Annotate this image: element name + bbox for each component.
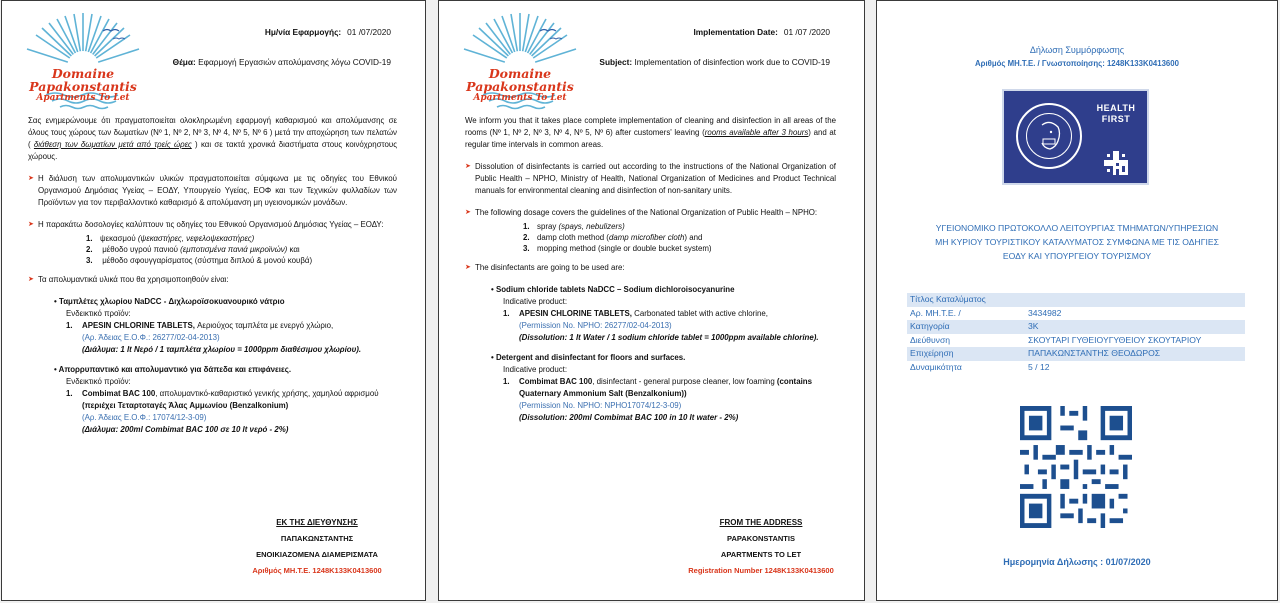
subject-label: Subject: [599,57,633,67]
item-number: 3. [523,244,530,253]
product-indicative: Ενδεικτικό προϊόν: [66,309,131,318]
product-contains: (contains Quaternary Ammonium Salt (Benzalkonium)) [519,377,812,398]
item-note: (spays, nebulizers) [558,222,625,231]
intro-text: Σας ενημερώνουμε ότι πραγματοποιείται ολοκληρωμένη εφαρμογή καθαρισμού και απολύμανσης σε όλους τους χώρους των δωματίων (Νº 1, Nº 2, Nº 3, Nº 4, Nº 5, Nº 6 ) μετά την αποχώρηση των πελατών ( [28,116,397,149]
registration-number: Registration Number 1248K133K0413600 [688,566,834,575]
product-dilution: (Διάλυμα: 200ml Combimat BAC 100 σε 10 lt νερό - 2%) [82,425,289,434]
declaration-header [877,43,1277,71]
product-desc: Αεριούχος ταμπλέτα με ενεργό χλώριο, [194,321,334,330]
sun-logo [8,9,158,114]
product-title-text: Sodium chloride tablets NaDCC – Sodium dichloroisocyanurine [495,285,735,294]
product-permit: (Permission No. NPHO: NPHO17074/12-3-09) [519,401,682,410]
arrow-bullet-icon: ➤ [465,209,471,216]
list-item [523,232,836,243]
protocol-line1: ΥΓΕΙΟΝΟΜΙΚΟ ΠΡΩΤΟΚΟΛΛΟ ΛΕΙΤΟΥΡΓΙΑΣ ΤΜΗΜΑΤΩΝ/ΥΠΗΡΕΣΙΩΝ [935,223,1219,233]
row-label: Διεύθυνση [910,334,951,345]
item-note: damp microfiber cloth [608,233,685,242]
list-item [523,243,836,254]
product-contains: (περιέχει Τεταρτοταγές Άλας Αμμωνίου (Benzalkonium) [82,401,289,410]
product-item [66,320,397,356]
item-text: μέθοδο σφουγγαρίσματος (σύστημα διπλού & μονού κουβά) [100,256,313,265]
arrow-bullet-icon: ➤ [465,264,471,271]
arrow-bullet-icon: ➤ [465,163,471,170]
qr-code-icon [1020,406,1132,528]
intro-paragraph [465,115,836,151]
notice-body [465,115,836,432]
product-indicative: Ενδεικτικό προϊόν: [66,377,131,386]
item-number: 1. [503,377,510,386]
intro-text-end: ) and at regular time intervals in common areas. [465,128,836,149]
date-label: Ημ/νία Εφαρμογής: [264,27,342,37]
logo-line1: Domaine Papakonstantis [466,66,574,94]
product-title: • Sodium chloride tablets NaDCC – Sodium dichloroisocyanurine [491,285,735,294]
item-number: 3. [86,256,93,265]
dosage-list [86,233,397,266]
bullet-disinfectants [465,262,836,274]
declaration-registry: Αριθμός ΜΗ.Τ.Ε. / Γνωστοποίησης: 1248K133K0413600 [975,59,1179,68]
item-number: 2. [523,233,530,242]
row-label: Κατηγορία [910,321,950,331]
product-item [503,308,836,344]
product-title-text: Detergent and disinfectant for floors and surfaces. [495,353,686,362]
product-chlorine [491,284,836,344]
table-row [907,347,1245,361]
row-value: 3K [1028,321,1039,331]
product-name: APESIN CHLORINE TABLETS, [519,309,632,318]
product-desc: , disinfectant - general purpose cleaner, low foaming [592,377,777,386]
bullet-dosage [465,207,836,219]
product-detergent [54,364,397,436]
date-value: 01 /07 /2020 [783,27,830,37]
intro-text-end: ) και σε τακτά χρονικά διαστήματα στους κοινόχρηστους χώρους. [28,140,397,161]
product-title-text: Ταμπλέτες χλωρίου NaDCC - Διχλωροϊσοκυανουρικό νάτριο [58,297,285,306]
product-chlorine [54,296,397,356]
implementation-date [693,27,830,37]
product-name: Combimat BAC 100 [82,389,156,398]
item-text: ψεκασμού [100,234,138,243]
badge-qr-icon [1104,151,1128,175]
item-number: 1. [66,321,73,330]
bullet-text: Dissolution of disinfectants is carried out according to the instructions of the National Organization of Public Health – NPHO, Ministry of Health, National Organization of Medicines and Product Technical manuals for environmental cleaning and disinfection of non-sanitary units. [475,162,836,195]
product-dilution: (Διάλυμα: 1 lt Νερό / 1 ταμπλέτα χλωρίου = 1000ppm διαθέσιμου χλωρίου). [82,345,362,354]
product-detergent [491,352,836,424]
protocol-heading [897,221,1257,263]
item-text: μέθοδο υγρού πανιού [100,245,181,254]
table-row [907,334,1245,348]
logo-text [445,67,595,103]
table-row [907,361,1245,375]
notice-body [28,115,397,444]
product-name: Combimat BAC 100 [519,377,593,386]
table-row [907,320,1245,334]
item-note: (εμποτισμένα πανιά μικροϊνών) [180,245,288,254]
product-title-text: Απορρυπαντικό και απολυμαντικό για δάπεδα και επιφάνειες. [58,365,292,374]
dosage-list [523,221,836,254]
product-dilution: (Dissolution: 1 lt Water / 1 sodium chloride tablet = 1000ppm available chlorine). [519,333,819,342]
item-number: 1. [503,309,510,318]
list-item [523,221,836,232]
accommodation-details-table [907,293,1245,374]
list-item [86,255,397,266]
product-item [66,388,397,436]
item-text: spray [537,222,559,231]
product-title: • Detergent and disinfectant for floors and surfaces. [491,353,686,362]
row-label: Τίτλος Καταλύματος [910,294,986,304]
health-seal-icon [1016,103,1082,169]
row-value: 5 / 12 [1028,361,1050,372]
signature-name: PAPAKONSTANTIS [727,534,795,543]
item-number: 2. [86,245,93,254]
bullet-text: The following dosage covers the guidelines of the National Organization of Public Health – NPHO: [475,208,818,217]
product-desc: , απολυμαντικό-καθαριστικό γενικής χρήσης, χαμηλού αφρισμού [155,389,379,398]
arrow-bullet-icon: ➤ [28,276,34,283]
signature-title: FROM THE ADDRESS [719,518,803,527]
subject [599,57,830,67]
signature-block [681,515,841,579]
row-label: Δυναμικότητα [910,361,962,372]
badge-line2: FIRST [1101,114,1131,124]
product-desc: Carbonated tablet with active chlorine, [631,309,768,318]
item-text: mopping method (single or double bucket system) [537,244,712,253]
product-name: APESIN CHLORINE TABLETS, [82,321,195,330]
subject-label: Θέμα: [172,57,196,67]
protocol-line3: ΕΟΔΥ ΚΑΙ ΥΠΟΥΡΓΕΙΟΥ ΤΟΥΡΙΣΜΟΥ [1002,251,1152,261]
item-text: damp cloth method ( [537,233,609,242]
registration-number: Αριθμός ΜΗ.Τ.Ε. 1248K133K0413600 [252,566,382,575]
row-label: Αρ. ΜΗ.Τ.Ε. / [910,307,961,318]
item-number: 1. [86,234,93,243]
product-indicative: Indicative product: [503,365,568,374]
item-tail: ) and [684,233,703,242]
logo-text [8,67,158,103]
declaration-title: Δήλωση Συμμόρφωσης [1029,45,1125,55]
table-row [907,293,1245,307]
signature-business: APARTMENTS TO LET [720,550,802,559]
signature-name: ΠΑΠΑΚΩΝΣΤΑΝΤΗΣ [280,534,354,543]
bullet-text: Η διάλυση των απολυμαντικών υλικών πραγματοποιείται σύμφωνα με τις οδηγίες του Εθνικού Οργανισμού Δημόσιας Υγείας – ΕΟΔΥ, Υπουργείο Υγείας, ΕΟΦ και των Τεχνικών φυλλαδίων των Προϊόντων για τον περιβαλλοντικό καθαρισμό & απολύμανση μη υγειονομικών μονάδων. [38,174,397,207]
subject [173,57,391,67]
product-permit: (Αρ. Άδειας Ε.Ο.Φ.: 17074/12-3-09) [82,413,207,422]
bullet-text: The disinfectants are going to be used are: [475,263,625,272]
table-row [907,307,1245,321]
row-label: Επιχείρηση [910,348,954,358]
bullet-text: Τα απολυμαντικά υλικά που θα χρησιμοποιηθούν είναι: [38,275,229,284]
protocol-line2: ΜΗ ΚΥΡΙΟΥ ΤΟΥΡΙΣΤΙΚΟΥ ΚΑΤΑΛΥΜΑΤΟΣ ΣΥΜΦΩΝΑ ΜΕ ΤΙΣ ΟΔΗΓΙΕΣ [935,237,1219,247]
subject-value: Implementation of disinfection work due to COVID-19 [634,57,830,67]
logo-line2: Apartments To Let [473,93,567,103]
product-indicative: Indicative product: [503,297,568,306]
item-note: (ψεκαστήρες, νεφελοψεκαστήρες) [137,234,255,243]
bullet-dissolution [28,173,397,209]
logo-line2: Apartments To Let [36,93,130,103]
arrow-bullet-icon: ➤ [28,221,34,228]
list-item [86,233,397,244]
compliance-declaration-page [876,0,1278,601]
intro-paragraph [28,115,397,163]
list-item [86,244,397,255]
product-item [503,376,836,424]
signature-business: ΕΝΟΙΚΙΑΖΟΜΕΝΑ ΔΙΑΜΕΡΙΣΜΑΤΑ [256,550,378,559]
arrow-bullet-icon: ➤ [28,175,34,182]
row-value: ΣΚΟΥΤΑΡΙ ΓΥΘΕΙΟΥΓΥΘΕΙΟΥ ΣΚΟΥΤΑΡΙΟΥ [1028,334,1202,345]
health-first-badge [1002,89,1149,185]
face-mask-icon [1018,105,1080,167]
logo-line1: Domaine Papakonstantis [29,66,137,94]
badge-line1: HEALTH [1096,103,1136,113]
date-value: 01 /07/2020 [347,27,391,37]
bullet-dissolution [465,161,836,197]
product-permit: (Αρ. Άδειας Ε.Ο.Φ.: 26277/02-04-2013) [82,333,220,342]
row-value: ΠΑΠΑΚΩΝΣΤΑΝΤΗΣ ΘΕΟΔΩΡΟΣ [1028,348,1161,358]
signature-title: ΕΚ ΤΗΣ ΔΙΕΥΘΥΝΣΗΣ [276,518,358,527]
date-label: Implementation Date: [693,27,778,37]
item-number: 1. [66,389,73,398]
bullet-disinfectants [28,274,397,286]
bullet-dosage [28,219,397,231]
english-notice-page [438,0,865,601]
item-number: 1. [523,222,530,231]
health-first-text [1086,103,1146,125]
product-title: • Ταμπλέτες χλωρίου NaDCC - Διχλωροϊσοκυανουρικό νάτριο [54,297,285,306]
greek-notice-page [1,0,426,601]
subject-value: Εφαρμογή Εργασιών απολύμανσης λόγω COVID-19 [198,57,391,67]
declaration-date: Ημερομηνία Δήλωσης : 01/07/2020 [1003,557,1151,567]
product-permit: (Permission No. NPHO: 26277/02-04-2013) [519,321,672,330]
item-tail: και [287,245,300,254]
implementation-date [265,27,391,37]
row-value: 3434982 [1028,307,1062,318]
room-availability-note: rooms available after 3 hours [704,128,809,137]
product-title: • Απορρυπαντικό και απολυμαντικό για δάπεδα και επιφάνειες. [54,365,292,374]
product-dilution: (Dissolution: 200ml Combimat BAC 100 in 10 lt water - 2%) [519,413,739,422]
sun-logo [445,9,595,114]
signature-block [242,515,392,579]
room-availability-note: διάθεση των δωματίων μετά από τρείς ώρες [33,140,192,149]
intro-text: We inform you that it takes place complete implementation of cleaning and disinfection in all areas of the rooms (Nº 1, Nº 2, Nº 3, Nº 4, Nº 5, Nº 6) after customers' leaving ( [465,116,836,137]
bullet-text: Η παρακάτω δοσολογίες καλύπτουν τις οδηγίες του Εθνικού Οργανισμού Δημόσιας Υγείας – ΕΟΔΥ: [38,220,384,229]
